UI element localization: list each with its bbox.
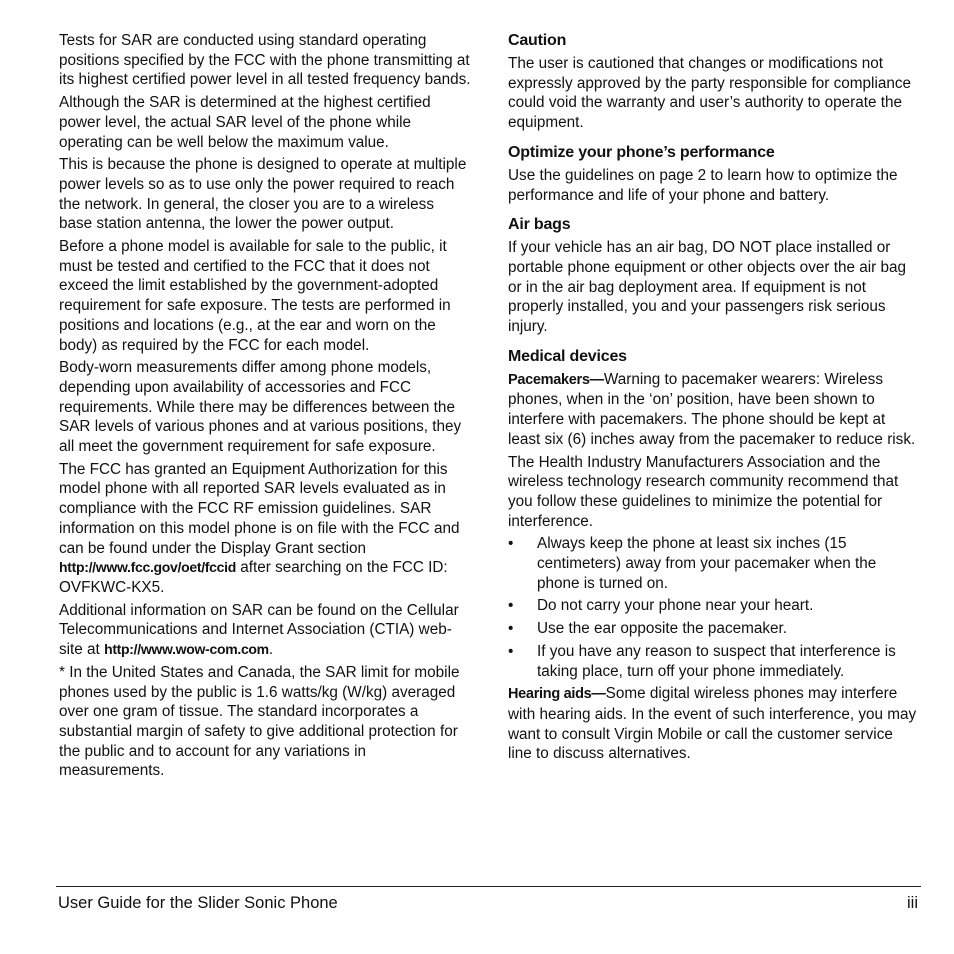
list-item [508,642,920,681]
ctia-paragraph [59,601,471,660]
airbags-heading: Air bags [508,216,571,234]
airbags-section [508,215,920,337]
bullet-icon: • [508,620,514,638]
sar-tests-paragraph: Tests for SAR are conducted using standard operating positions specified by the FCC with the phone transmitting at its highest certified power level in all tested frequency bands. [59,32,471,89]
hearing-aids-text: Some digital wireless phones may interfere with hearing aids. In the event of such interference, you may want to consult Virgin Mobile or call the customer service line to discuss alternatives. [508,685,917,763]
optimize-text: Use the guidelines on page 2 to learn how to optimize the performance and life of your phone and battery. [508,166,898,204]
bullet-icon: • [508,597,514,615]
bullet-icon: • [508,535,514,553]
list-item-text: Always keep the phone at least six inches (15 centimeters) away from your pacemaker when the phone is turned on. [537,535,877,592]
medical-section [508,347,920,764]
footer-title: User Guide for the Slider Sonic Phone [58,894,338,912]
pacemaker-guidelines-list [508,534,920,681]
caution-heading: Caution [508,32,567,49]
left-column [59,31,471,784]
ctia-text: Additional information on SAR can be found on the Cellular Telecommunications and Internet Association (CTIA) web-site at [59,601,459,659]
list-item-text: Do not carry your phone near your heart. [537,597,814,615]
medical-heading: Medical devices [508,347,627,365]
pacemakers-label: Pacemakers— [508,371,604,388]
fcc-url-link[interactable]: http://www.fcc.gov/oet/fccid [59,559,236,576]
caution-section [508,31,920,133]
fcc-grant-paragraph [59,460,471,598]
sar-limit-footnote: * In the United States and Canada, the SAR limit for mobile phones used by the public is 1.6 watts/kg (W/kg) averaged over one gram of tissue. The standard incorporates a substantial margin of safety to give additional protection for the public and to account for any variations in measurements. [59,663,460,780]
optimize-section [508,143,920,205]
certification-paragraph: Before a phone model is available for sale to the public, it must be tested and certified to the FCC that it does not exceed the limit established by the government-adopted requirement for safe exposure. The tests are performed in positions and locations (e.g., at the ear and worn on the body) as required by the FCC for each model. [59,238,451,354]
list-item-text: Use the ear opposite the pacemaker. [537,620,788,638]
list-item [508,534,920,593]
body-worn-paragraph: Body-worn measurements differ among phone models, depending upon availability of accessories and FCC requirements. While there may be differences between the SAR levels of various phones and at various positions, they all meet the government requirement for safe exposure. [59,359,462,456]
pacemakers-text: Warning to pacemaker wearers: Wireless phones, when in the ‘on’ position, have been shown to interfere with pacemakers. The phone should be kept at least six (6) inches away from the pacemaker to reduce risk. [508,370,916,448]
list-item-text: If you have any reason to suspect that interference is taking place, turn off your phone immediately. [537,642,896,680]
ctia-url-link[interactable]: http://www.wow-com.com [104,641,269,658]
optimize-heading: Optimize your phone’s performance [508,143,775,161]
hearing-aids-paragraph [508,684,920,764]
bullet-icon: • [508,642,514,660]
ctia-period: . [268,641,274,659]
airbags-text: If your vehicle has an air bag, DO NOT place installed or portable phone equipment or other objects over the air bag or in the air bag deployment area. If equipment is not properly installed, you and your passengers risk serious injury. [508,239,906,336]
hearing-aids-label: Hearing aids— [508,686,606,703]
list-item [508,619,920,639]
sar-level-paragraph: Although the SAR is determined at the highest certified power level, the actual SAR level of the phone while operating can be well below the maximum value. [59,94,431,151]
pacemakers-paragraph [508,370,920,450]
right-column [508,31,920,767]
page-number: iii [907,894,918,912]
power-levels-paragraph: This is because the phone is designed to operate at multiple power levels so as to use only the power required to reach the network. In general, the closer you are to a wireless base station antenna, the lower the power output. [59,156,467,233]
list-item [508,596,920,616]
fcc-grant-text-after: after searching on the FCC ID: OVFKWC-KX5. [59,559,448,596]
fcc-grant-text: The FCC has granted an Equipment Authorization for this model phone with all reported SAR levels evaluated as in compliance with the FCC RF emission guidelines. SAR information on this model phone is on file with the FCC and can be found under the Display Grant section [59,460,460,557]
footer-divider [56,886,921,887]
hima-paragraph: The Health Industry Manufacturers Association and the wireless technology research community recommend that you follow these guidelines to minimize the potential for interference. [508,453,899,530]
caution-text: The user is cautioned that changes or modifications not expressly approved by the party responsible for compliance could void the warranty and user’s authority to operate the equipment. [508,55,912,132]
